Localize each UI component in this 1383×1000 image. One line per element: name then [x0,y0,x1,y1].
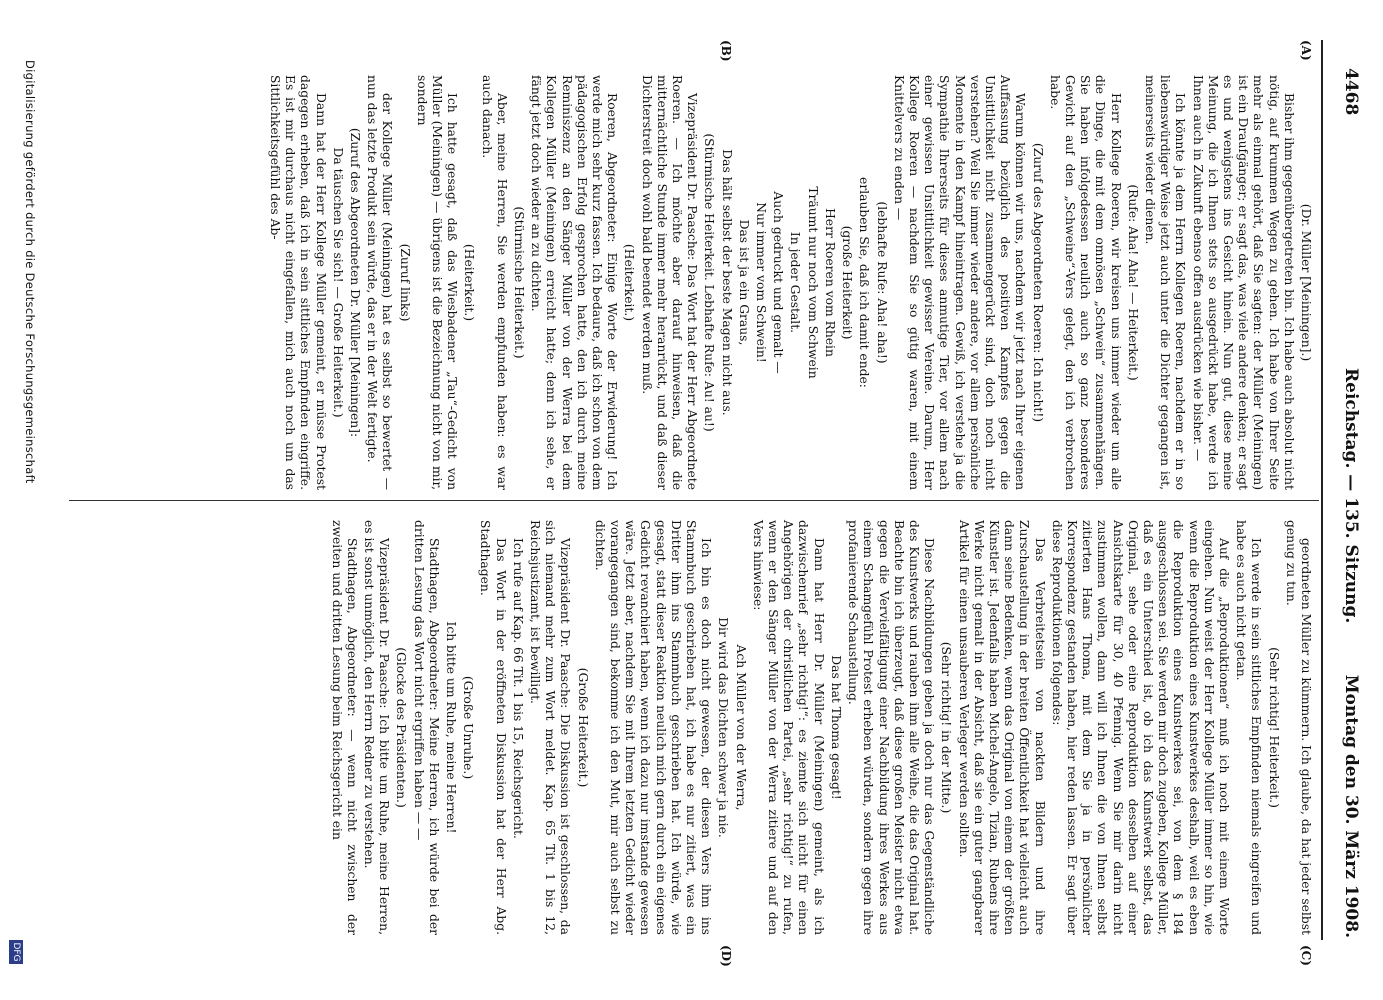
paragraph: (Zuruf des Abgeordneten Roeren: Ich nicht!) [1030,142,1045,423]
paragraph: Träumt nur noch vom Schwein [805,186,820,379]
paragraph: Ich bin es doch nicht gewesen, der diesen Vers ihm ins Stammbuch geschrieben hat, ich habe es nur zitiert, was ein Dritter ihm ins Stammbuch geschrieben hat. Ich würde, wie gesagt, statt dieser Reaktion neulich mich gern durch ein eigenes Gedicht revanchiert haben, wenn ich dazu nur imstande gewesen wäre. Jetzt aber, nachdem Sie mit Ihrem letzten Gedicht wieder vorangegangen sind, bekomme ich den Mut, mir auch selbst zu dichten. [592,520,714,935]
paragraph: Dann hat der Herr Kollege Müller gemeint, er müsse Protest dagegen erheben, daß ich in sein sittliches Empfinden eingriffe. Es ist mir durchaus nicht eingefallen, mich auch noch um das Sittlichkeitsgefühl des Ab- [268,75,328,490]
paragraph: (Heiterkeit.) [622,243,637,322]
margin-mark-a: (A) [1299,40,1313,61]
paragraph: Stadthagen, Abgeordneter: — wenn nicht zwischen der zweiten und dritten Lesung beim Reichsgericht ein [329,520,359,935]
paragraph: In jeder Gestalt. [788,231,803,334]
paragraph: Diese Nachbildungen geben ja doch nur das Gegenständliche des Kunstwerks und rauben ihm alle Weihe, die das Original hat. Beachte bin ich überzeugt, daß diese großen Meister nicht etwa gegen die Vervielfältigung einer Nachbildung ihres Werkes aus einem Schamgefühl Protest erheben würden, sondern gegen ihre profanierende Schaustellung. [846,520,937,935]
paragraph: Das ist ja ein Graus, [736,219,751,346]
paragraph: Dann hat Herr Dr. Müller (Meiningen) gemeint, als ich dazwischenrief „sehr richtig!“: es ziemte sich nicht für einen Angehörigen der christlichen Partei, „sehr richtig!“ zu rufen, wenn er den Sänger Müller von der Werra zitiere und auf den Vers hinwiese: [750,520,826,935]
paragraph: Vizepräsident Dr. Paasche: Das Wort hat der Herr Abgeordnete Roeren. — Ich möchte aber darauf hinweisen, daß die mitternächtliche Stunde immer mehr heranrückt, und daß dieser Dichterstreit doch wohl bald beendet werden muß. [639,75,700,490]
paragraph: Bisher ihm gegenübergetreten bin. Ich habe auch absolut nicht nötig, auf krummen Wegen zu gehen. Ich habe von Ihrer Seite mehr als einmal gehört, daß Sie sagten: der Müller (Meiningen) ist ein Draufgänger; er sagt das, was viele andere denken; er sagt es und wenigstens ins Gesicht hinein. Nun gut, diese meine Meinung, die ich Ihnen stets so ausgedrückt habe, werde ich Ihnen auch in Zukunft ebenso offen ausdrücken wie bisher. — [1190,75,1296,490]
dfg-logo: DFG [9,940,23,964]
paragraph: Ich werde in sein sittliches Empfinden niemals eingreifen und habe es auch nicht getan. [1234,520,1264,935]
paragraph: (Sehr richtig! in der Mitte.) [939,641,954,814]
paragraph: Herr Roeren vom Rhein [822,208,837,357]
paragraph: Vizepräsident Dr. Paasche: Ich bitte um Ruhe, meine Herren, es ist sonst unmöglich, den Herrn Redner zu verstehen. [362,520,392,935]
paragraph: (Rufe: Aha! Aha! — Heiterkeit.) [1125,184,1140,381]
paragraph: Ich hatte gesagt, daß das Wiesbadener „Tau“-Gedicht von Müller (Meiningen) — übrigens ist die Bezeichnung nicht von mir, sondern [414,75,460,490]
page-number: 4468 [1341,68,1361,116]
paragraph: Das Wort in der eröffneten Diskussion hat der Herr Abg. Stadthagen. [478,520,508,935]
paragraph: Auf die „Reproduktionen“ muß ich noch mit einem Worte eingehen. Nun weist der Herr Kollege Müller immer so hin, wie wenn die Reproduktion eines Kunstwerkes deshalb, weil es eben die Reproduktion eines Kunstwerkes sei, von dem § 184 ausgeschlossen sei. Sie werden mir doch zugeben, Kollege Müller, daß es ein Unterschied ist, ob ich das Kunstwerk selbst, das Original, sehe oder eine Reproduktion desselben auf einer Ansichtskarte für 30, 40 Pfennig. Wenn Sie mir darin nicht zustimmen wollen, dann will ich Ihnen die von Ihnen selbst zitierten Hans Thoma, mit dem Sie ja in persönlicher Korrespondenz gestanden haben, hier reden lassen. Er sagt über diese Reproduktionen folgendes: [1049,520,1231,935]
paragraph: (Stürmische Heiterkeit. Lebhafte Rufe: Au! au!) [702,133,717,432]
paragraph: Aber, meine Herren, Sie werden empfunden haben: es war auch danach. [479,75,509,490]
paragraph: Auch gedruckt und gemalt — [771,191,786,374]
digitization-note: Digitalisierung gefördert durch die Deutsche Forschungsgemeinschaft [23,60,37,484]
paragraph: Warum können wir uns, nachdem wir jetzt nach Ihrer eigenen Auffassung bezüglich des positiven Kampfes gegen die Unsittlichkeit nicht zusammengerückt sind, doch noch nicht verstehen? Weil Sie immer wieder andere, vor allem persönliche Momente in den Kampf hineintragen. Gewiß, ich verstehe ja die Sympathie Ihrerseits für dieses anmutige Tier, vor allem nach einer gewissen Unsittlichkeit gewisser Vereine. Darum, Herr Kollege Roeren — nachdem Sie so gütig waren, mit einem Knittelvers zu enden — [891,75,1028,490]
left-column [265,75,1313,490]
paragraph: (Dr. Müller [Meiningen].) [1299,203,1313,362]
paragraph: Das Verbreitetsein von nackten Bildern und ihre Zurschaustellung in der breiten Öffentlichkeit hat vielleicht auch dann seine Bedenken, wenn das Original von einem der größten Künstler ist. Jedenfalls haben Michel-Angelo, Tizian, Rubens ihre Werke nicht gemalt in der Absicht, daß sie ein guter gangbarer Artikel für einen unsauberen Verleger werden sollten. [956,520,1047,935]
margin-mark-d: (D) [719,945,733,967]
margin-mark-b: (B) [719,40,733,62]
paragraph: Ich könnte ja dem Herrn Kollegen Roeren, nachdem er in so liebenswürdiger Weise jetzt auch unter die Dichter gegangen ist, meinerseits wieder dienen. [1142,75,1188,490]
paragraph: Dir wird das Dichten schwer ja nie. [716,617,731,838]
paragraph: Das hält selbst der beste Magen nicht aus. [719,149,734,416]
paragraph: Nur immer vom Schwein! [754,202,769,363]
paragraph: (Sehr richtig! Heiterkeit.) [1266,647,1281,808]
page-header [1331,68,1361,938]
paragraph: (Stürmische Heiterkeit.) [512,206,527,359]
paragraph: geordneten Müller zu kümmern. Ich glaube, da hat jeder selbst genug zu tun. [1283,520,1313,935]
header-date: Montag den 30. März 1908. [1341,674,1361,938]
paragraph: (Zuruf links) [397,243,412,322]
paragraph: Das hat Thoma gesagt! [828,655,843,800]
paragraph: (Große Heiterkeit.) [575,667,590,788]
paragraph: Stadthagen, Abgeordneter: Meine Herren, ich würde bei der dritten Lesung das Wort nicht ergriffen haben — — [411,520,441,935]
margin-mark-c: (C) [1299,945,1313,966]
paragraph: (Zuruf des Abgeordneten Dr. Müller [Meiningen]: [348,127,363,438]
paragraph: Vizepräsident Dr. Paasche: Die Diskussion ist geschlossen, da sich niemand mehr zum Wort meldet. Kap. 65 Tit. 1 bis 12, Reichsjustizamt, ist bewilligt. [528,520,573,935]
paragraph: (große Heiterkeit) [840,225,855,340]
paragraph: (Heiterkeit.) [462,243,477,322]
paragraph: erlauben Sie, daß ich damit ende: [857,177,872,388]
paragraph: Da täuschen Sie sich! — Große Heiterkeit.) [330,147,345,418]
paragraph: Ich bitte um Ruhe, meine Herren! [444,621,459,834]
paragraph: der Kollege Müller (Meiningen) hat es selbst so bewertet — nun das letzte Produkt sein würde, das er in der Welt fertigte. [365,75,395,490]
paragraph: Ach Müller von der Werra, [733,644,748,811]
header-title: Reichstag. — 135. Sitzung. [1341,368,1361,624]
column-divider [69,500,1319,501]
paragraph: (Glocke des Präsidenten.) [394,647,409,808]
paragraph: Ich rufe auf Kap. 66 Tit. 1 bis 15, Reichsgericht. [510,538,525,839]
paragraph: (Große Unruhe.) [461,675,476,780]
paragraph: Herr Kollege Roeren, wir kreisen uns immer wieder um alle die Dinge, die mit dem omnösen „Schwein“ zusammenhängen. Sie haben infolgedessen neulich auch so ganz besonderes Gewicht auf den „Schweine“-Vers gelegt, den ich verbrochen habe. [1047,75,1123,490]
paragraph: Roeren, Abgeordneter: Einige Worte der Erwiderung! Ich werde mich sehr kurz fassen. Ich bedaure, daß ich schon von dem pädagogischen Erfolg gesprochen hatte, den ich durch meine Reminiszenz an den Sänger Müller von der Werra bei dem Kollegen Müller (Meiningen) erreicht hatte; denn ich sehe, er fängt jetzt doch wieder an zu dichten. [529,75,620,490]
paragraph: (lebhafte Rufe: Aha! aha!) [874,201,889,364]
right-column [326,520,1313,935]
header-rule [1321,40,1323,940]
